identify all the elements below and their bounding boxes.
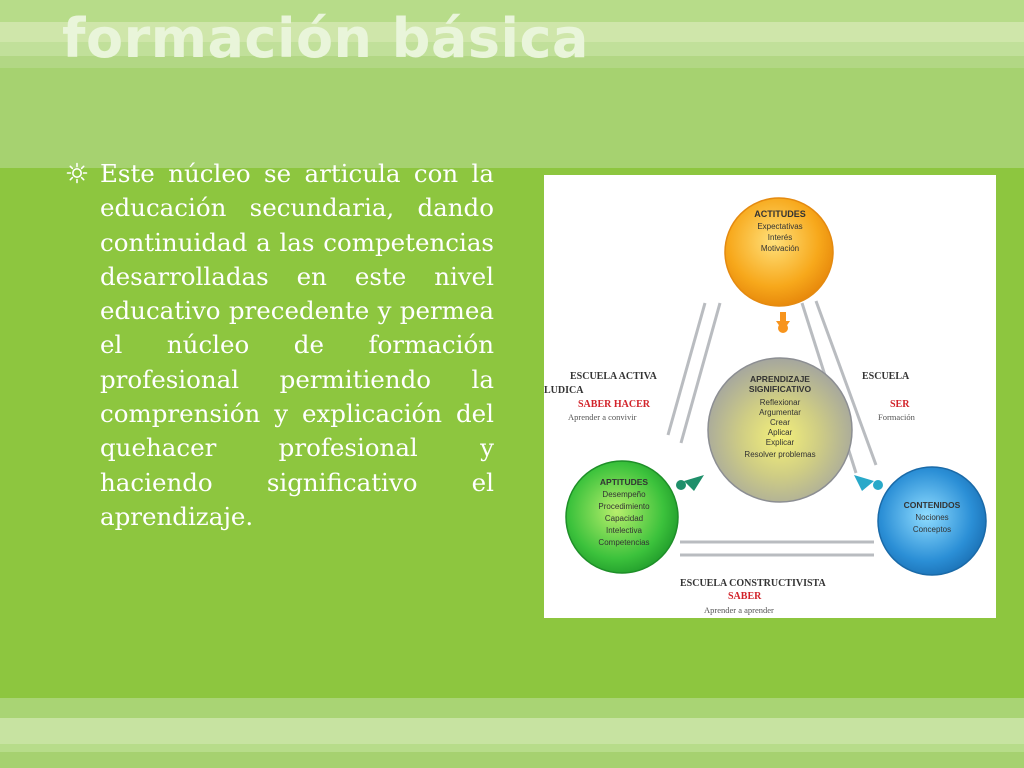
green-arrow-icon: [676, 475, 704, 491]
aprendizaje-title: APRENDIZAJE: [750, 374, 810, 384]
aprendizaje-item: Aplicar: [767, 428, 793, 437]
cyan-arrow-icon: [854, 475, 883, 491]
aptitudes-item: Capacidad: [604, 514, 644, 523]
aptitudes-item: Competencias: [598, 538, 650, 547]
escuela-derecha-sub: Formación: [878, 412, 915, 422]
escuela-constructivista-sub: Aprender a aprender: [704, 605, 774, 615]
actitudes-title: ACTITUDES: [754, 209, 806, 219]
slide-title: formación básica: [62, 7, 589, 70]
aprendizaje-item: Resolver problemas: [744, 450, 816, 459]
footer-stripe: [0, 718, 1024, 744]
actitudes-item: Interés: [767, 233, 793, 242]
aprendizaje-item: Explicar: [765, 438, 795, 447]
learning-diagram: [544, 175, 996, 618]
bullet-item: [66, 157, 494, 534]
escuela-activa-label: LUDICA: [544, 385, 584, 396]
escuela-derecha-label: ESCUELA: [862, 371, 910, 382]
aprendizaje-item: Crear: [769, 418, 791, 427]
aprendizaje-item: Reflexionar: [759, 398, 801, 407]
sun-bullet-icon: [66, 162, 88, 184]
orange-arrow-icon: [776, 312, 790, 333]
aptitudes-item: Desempeño: [602, 490, 646, 499]
contenidos-title: CONTENIDOS: [903, 500, 961, 510]
aptitudes-item: Procedimiento: [598, 502, 650, 511]
actitudes-item: Motivación: [760, 244, 800, 253]
contenidos-item: Conceptos: [912, 525, 952, 534]
aprendizaje-item: Argumentar: [759, 408, 801, 417]
escuela-activa-accent: SABER HACER: [578, 399, 650, 410]
aptitudes-title: APTITUDES: [599, 477, 649, 487]
aprendizaje-title: SIGNIFICATIVO: [748, 384, 812, 394]
contenidos-item: Nociones: [915, 513, 949, 522]
escuela-activa-label: ESCUELA ACTIVA: [570, 371, 657, 382]
escuela-constructivista-accent: SABER: [728, 591, 762, 602]
footer-band: [0, 698, 1024, 768]
escuela-derecha-accent: SER: [890, 399, 910, 410]
actitudes-item: Expectativas: [757, 222, 803, 231]
footer-stripe: [0, 752, 1024, 768]
footer-stripe: [0, 698, 1024, 718]
header-band: [0, 0, 1024, 168]
aptitudes-item: Intelectiva: [605, 526, 643, 535]
escuela-activa-sub: Aprender a convivir: [568, 412, 637, 422]
footer-stripe: [0, 744, 1024, 752]
escuela-constructivista-label: ESCUELA CONSTRUCTIVISTA: [680, 578, 826, 589]
bullet-text: Este núcleo se articula con la educación secundaria, dando continuidad a las competencias desarrolladas en este nivel educativo precedente y permea el núcleo de formación profesional permitiendo la comprensión y explicación del quehacer profesional y haciendo significativo el aprendizaje.: [100, 159, 494, 531]
